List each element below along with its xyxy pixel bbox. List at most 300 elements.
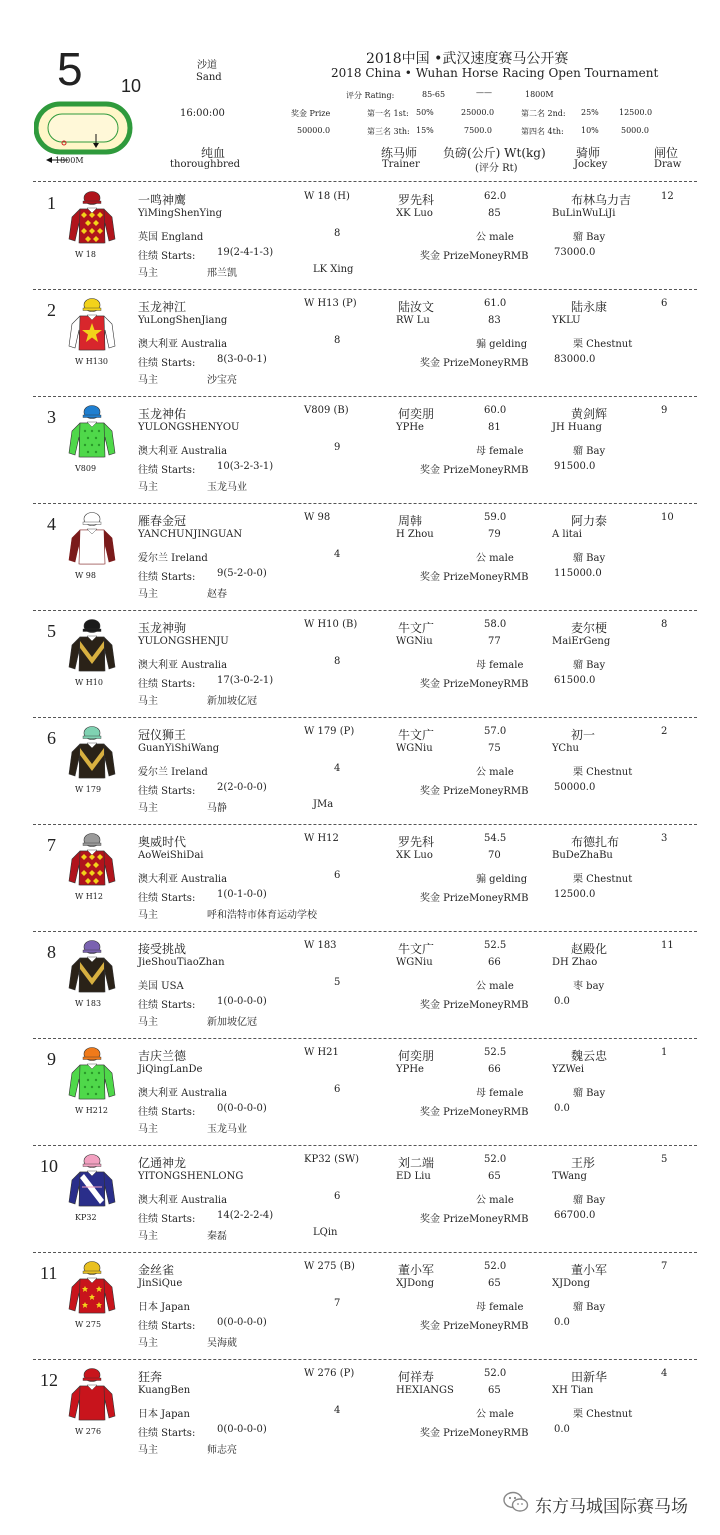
horse-name-cn: 狂奔	[138, 1370, 163, 1384]
jockey-cn: 王彤	[571, 1156, 596, 1170]
horse-name-cn: 奥威时代	[138, 835, 187, 849]
horse-color: 栗 Chestnut	[573, 339, 633, 350]
horse-code: W 276 (P)	[304, 1368, 355, 1379]
horse-name-en: GuanYiShiWang	[138, 743, 220, 754]
horse-number: 1	[47, 193, 56, 213]
runner-row	[0, 1360, 720, 1467]
silk-code: W 98	[75, 571, 96, 580]
fourth-pct: 10%	[581, 126, 599, 135]
starts-label: 往绩 Starts:	[138, 679, 196, 690]
prize-money: 0.0	[554, 996, 570, 1007]
jockey-silk-icon	[68, 724, 116, 782]
horse-rating: 75	[488, 743, 501, 754]
horse-color: 栗 Chestnut	[573, 874, 633, 885]
horse-age: 4	[334, 763, 341, 774]
trainer-cn: 罗先科	[398, 835, 435, 849]
carried-weight: 52.5	[484, 1047, 507, 1058]
jockey-silk-icon	[68, 296, 116, 354]
starts-label: 往绩 Starts:	[138, 465, 196, 476]
starts-label: 往绩 Starts:	[138, 1000, 196, 1011]
horse-code: W H21	[304, 1047, 339, 1058]
jockey-silk-icon	[68, 1366, 116, 1424]
prize-money: 50000.0	[554, 782, 596, 793]
col-trainer-cn: 练马师	[381, 146, 418, 160]
horse-origin: 澳大利亚 Australia	[138, 660, 228, 671]
horse-origin: 日本 Japan	[138, 1302, 190, 1313]
owner-label: 马主	[138, 1124, 158, 1135]
runner-row	[0, 611, 720, 718]
jockey-en: YChu	[552, 743, 579, 754]
silk-code: W H12	[75, 892, 103, 901]
jockey-cn: 董小军	[571, 1263, 608, 1277]
horse-sex: 骟 gelding	[476, 339, 528, 350]
horse-code: V809 (B)	[304, 405, 349, 416]
jockey-en: JH Huang	[552, 422, 602, 433]
runner-row	[0, 397, 720, 504]
owner-name: 邢兰凯	[207, 268, 237, 279]
horse-origin: 爱尔兰 Ireland	[138, 553, 208, 564]
jockey-cn: 赵殿化	[571, 942, 608, 956]
horse-number: 5	[47, 621, 56, 641]
runner-row	[0, 183, 720, 290]
horse-origin: 澳大利亚 Australia	[138, 446, 228, 457]
horse-sex: 母 female	[476, 1302, 524, 1313]
header-divider	[33, 181, 697, 182]
horse-origin: 澳大利亚 Australia	[138, 339, 228, 350]
runner-row	[0, 504, 720, 611]
trainer-cn: 牛文广	[398, 728, 435, 742]
horse-code: W H12	[304, 833, 339, 844]
barrier-draw: 2	[661, 726, 668, 737]
carried-weight: 52.0	[484, 1368, 507, 1379]
runner-row	[0, 718, 720, 825]
jockey-cn: 阿力泰	[571, 514, 608, 528]
horse-origin: 美国 USA	[138, 981, 184, 992]
horse-starts: 1(0-0-0-0)	[217, 996, 267, 1007]
starts-label: 往绩 Starts:	[138, 786, 196, 797]
owner-label: 马主	[138, 1445, 158, 1456]
horse-age: 9	[334, 442, 341, 453]
jockey-cn: 布林乌力吉	[571, 193, 632, 207]
horse-color: 栗 Chestnut	[573, 767, 633, 778]
prize-money-label: 奖金 PrizeMoneyRMB	[420, 1428, 529, 1439]
trainer-en: RW Lu	[396, 315, 430, 326]
jockey-silk-icon	[68, 510, 116, 568]
horse-age: 5	[334, 977, 341, 988]
col-jockey-en: Jockey	[574, 159, 608, 170]
horse-origin: 澳大利亚 Australia	[138, 874, 228, 885]
col-jockey-cn: 骑师	[576, 146, 601, 160]
owner-name: 马静	[207, 803, 227, 814]
total-prize: 50000.0	[297, 126, 331, 135]
surface-cn: 沙道	[197, 60, 217, 71]
horse-sex: 母 female	[476, 1088, 524, 1099]
prize-money-label: 奖金 PrizeMoneyRMB	[420, 1107, 529, 1118]
runner-row	[0, 932, 720, 1039]
first-amount: 25000.0	[461, 108, 495, 117]
jockey-en: A litai	[552, 529, 582, 540]
jockey-en: BuLinWuLiJi	[552, 208, 616, 219]
silk-code: W 183	[75, 999, 102, 1008]
horse-starts: 2(2-0-0-0)	[217, 782, 267, 793]
horse-starts: 14(2-2-2-4)	[217, 1210, 274, 1221]
jockey-silk-icon	[68, 831, 116, 889]
runner-row	[0, 1146, 720, 1253]
starts-label: 往绩 Starts:	[138, 251, 196, 262]
carried-weight: 60.0	[484, 405, 507, 416]
horse-name-en: YITONGSHENLONG	[138, 1171, 244, 1182]
prize-money: 12500.0	[554, 889, 596, 900]
horse-name-cn: 亿通神龙	[138, 1156, 187, 1170]
jockey-silk-icon	[68, 1045, 116, 1103]
owner-name: 玉龙马业	[207, 1124, 247, 1135]
silk-code: V809	[75, 464, 97, 473]
silk-code: W 275	[75, 1320, 102, 1329]
col-draw-cn: 闸位	[654, 146, 679, 160]
col-weight-cn: 负磅(公斤) Wt(kg)	[443, 146, 546, 160]
barrier-draw: 10	[661, 512, 674, 523]
trainer-en: YPHe	[396, 422, 424, 433]
starts-label: 往绩 Starts:	[138, 1428, 196, 1439]
trainer-cn: 罗先科	[398, 193, 435, 207]
horse-origin: 英国 England	[138, 232, 204, 243]
owner-label: 马主	[138, 482, 158, 493]
horse-name-cn: 玉龙神江	[138, 300, 187, 314]
runner-count: 10	[121, 76, 142, 96]
horse-number: 4	[47, 514, 56, 534]
trainer-cn: 牛文广	[398, 942, 435, 956]
horse-starts: 0(0-0-0-0)	[217, 1424, 267, 1435]
horse-name-en: YiMingShenYing	[138, 208, 223, 219]
owner-label: 马主	[138, 803, 158, 814]
owner-name: 吴海葳	[207, 1338, 237, 1349]
jockey-silk-icon	[68, 1259, 116, 1317]
horse-name-en: YULONGSHENJU	[138, 636, 229, 647]
horse-name-cn: 玉龙神驹	[138, 621, 187, 635]
prize-money-label: 奖金 PrizeMoneyRMB	[420, 358, 529, 369]
horse-code: KP32 (SW)	[304, 1154, 360, 1165]
silk-code: KP32	[75, 1213, 97, 1222]
horse-sex: 公 male	[476, 553, 514, 564]
silk-code: W H130	[75, 357, 109, 366]
first-label: 第一名 1st:	[367, 109, 409, 118]
barrier-draw: 9	[661, 405, 668, 416]
horse-sex: 公 male	[476, 767, 514, 778]
horse-name-en: AoWeiShiDai	[138, 850, 204, 861]
trainer-en: YPHe	[396, 1064, 424, 1075]
prize-money-label: 奖金 PrizeMoneyRMB	[420, 251, 529, 262]
horse-name-en: JiQingLanDe	[138, 1064, 203, 1075]
carried-weight: 52.0	[484, 1154, 507, 1165]
horse-age: 6	[334, 1084, 341, 1095]
owner-label: 马主	[138, 910, 158, 921]
trainer-en: WGNiu	[396, 636, 433, 647]
horse-origin: 日本 Japan	[138, 1409, 190, 1420]
owner-name: 赵春	[207, 589, 227, 600]
prize-money: 115000.0	[554, 568, 602, 579]
horse-age: 8	[334, 656, 341, 667]
oval-track-icon	[34, 100, 134, 166]
horse-color: 骝 Bay	[573, 1195, 606, 1206]
fourth-amount: 5000.0	[621, 126, 649, 135]
prize-money-label: 奖金 PrizeMoneyRMB	[420, 1321, 529, 1332]
horse-age: 7	[334, 1298, 341, 1309]
carried-weight: 58.0	[484, 619, 507, 630]
prize-money-label: 奖金 PrizeMoneyRMB	[420, 786, 529, 797]
horse-color: 栗 Chestnut	[573, 1409, 633, 1420]
carried-weight: 57.0	[484, 726, 507, 737]
runner-row	[0, 825, 720, 932]
horse-color: 骝 Bay	[573, 446, 606, 457]
trainer-en: XK Luo	[396, 850, 433, 861]
horse-sex: 公 male	[476, 981, 514, 992]
horse-age: 8	[334, 335, 341, 346]
horse-number: 8	[47, 942, 56, 962]
jockey-cn: 布德扎布	[571, 835, 620, 849]
track-distance: 1800M	[55, 156, 84, 165]
horse-name-en: JieShouTiaoZhan	[138, 957, 225, 968]
starts-label: 往绩 Starts:	[138, 358, 196, 369]
horse-name-cn: 雁春金冠	[138, 514, 187, 528]
barrier-draw: 8	[661, 619, 668, 630]
horse-starts: 9(5-2-0-0)	[217, 568, 267, 579]
carried-weight: 52.0	[484, 1261, 507, 1272]
horse-color: 骝 Bay	[573, 660, 606, 671]
jockey-en: DH Zhao	[552, 957, 598, 968]
horse-sex: 骟 gelding	[476, 874, 528, 885]
horse-name-en: JinSiQue	[138, 1278, 183, 1289]
horse-color: 骝 Bay	[573, 1302, 606, 1313]
jockey-en: XJDong	[552, 1278, 591, 1289]
prize-money: 0.0	[554, 1317, 570, 1328]
prize-money: 73000.0	[554, 247, 596, 258]
carried-weight: 54.5	[484, 833, 507, 844]
jockey-en: XH Tian	[552, 1385, 594, 1396]
starts-label: 往绩 Starts:	[138, 572, 196, 583]
silk-code: W H212	[75, 1106, 109, 1115]
horse-number: 6	[47, 728, 56, 748]
owner-name: 新加坡亿冠	[207, 696, 257, 707]
horse-code: W 275 (B)	[304, 1261, 355, 1272]
prize-money: 0.0	[554, 1424, 570, 1435]
owner-name: 沙宝亮	[207, 375, 237, 386]
jockey-en: BuDeZhaBu	[552, 850, 613, 861]
second-amount: 12500.0	[619, 108, 653, 117]
fourth-label: 第四名 4th:	[521, 127, 564, 136]
trainer-en: WGNiu	[396, 743, 433, 754]
silk-code: W 179	[75, 785, 102, 794]
silk-code: W 18	[75, 250, 96, 259]
starts-label: 往绩 Starts:	[138, 1107, 196, 1118]
horse-sex: 公 male	[476, 232, 514, 243]
trainer-cn: 刘二端	[398, 1156, 435, 1170]
jockey-cn: 初一	[571, 728, 596, 742]
prize-label: 奖金 Prize	[291, 109, 331, 118]
owner-label: 马主	[138, 268, 158, 279]
horse-color: 骝 Bay	[573, 232, 606, 243]
horse-color: 枣 bay	[573, 981, 605, 992]
prize-money-label: 奖金 PrizeMoneyRMB	[420, 679, 529, 690]
trainer-cn: 何奕朋	[398, 1049, 435, 1063]
horse-code: W 18 (H)	[304, 191, 350, 202]
second-label: 第二名 2nd:	[521, 109, 566, 118]
jockey-silk-icon	[68, 617, 116, 675]
horse-sex: 母 female	[476, 660, 524, 671]
owner-name: 秦磊	[207, 1231, 227, 1242]
horse-number: 2	[47, 300, 56, 320]
horse-starts: 0(0-0-0-0)	[217, 1317, 267, 1328]
first-pct: 50%	[416, 108, 434, 117]
horse-number: 11	[40, 1263, 58, 1283]
barrier-draw: 1	[661, 1047, 668, 1058]
horse-rating: 66	[488, 1064, 501, 1075]
horse-origin: 爱尔兰 Ireland	[138, 767, 208, 778]
horse-name-cn: 金丝雀	[138, 1263, 175, 1277]
prize-money: 0.0	[554, 1103, 570, 1114]
horse-name-cn: 接受挑战	[138, 942, 187, 956]
trainer-cn: 何祥寿	[398, 1370, 435, 1384]
horse-age: 8	[334, 228, 341, 239]
owner-label: 马主	[138, 1231, 158, 1242]
second-pct: 25%	[581, 108, 599, 117]
horse-sex: 母 female	[476, 446, 524, 457]
rating-value: 85-65	[422, 90, 446, 99]
owner-label: 马主	[138, 375, 158, 386]
surface-en: Sand	[196, 72, 222, 83]
silk-code: W H10	[75, 678, 103, 687]
horse-name-en: YuLongShenJiang	[138, 315, 228, 326]
horse-code: W 183	[304, 940, 337, 951]
horse-rating: 85	[488, 208, 501, 219]
jockey-cn: 麦尔梗	[571, 621, 608, 635]
horse-number: 9	[47, 1049, 56, 1069]
jockey-cn: 陆永康	[571, 300, 608, 314]
horse-age: 4	[334, 1405, 341, 1416]
owner-label: 马主	[138, 696, 158, 707]
trainer-en: WGNiu	[396, 957, 433, 968]
horse-starts: 19(2-4-1-3)	[217, 247, 274, 258]
jockey-en: YKLU	[552, 315, 581, 326]
horse-sex: 公 male	[476, 1409, 514, 1420]
owner-name-en: LQin	[313, 1227, 338, 1238]
col-trainer-en: Trainer	[382, 159, 420, 170]
jockey-silk-icon	[68, 189, 116, 247]
trainer-cn: 陆汝文	[398, 300, 435, 314]
jockey-cn: 黄剑辉	[571, 407, 608, 421]
horse-rating: 65	[488, 1385, 501, 1396]
owner-name-en: LK Xing	[313, 264, 354, 275]
starts-label: 往绩 Starts:	[138, 893, 196, 904]
jockey-en: MaiErGeng	[552, 636, 611, 647]
horse-rating: 66	[488, 957, 501, 968]
prize-money: 61500.0	[554, 675, 596, 686]
horse-code: W H13 (P)	[304, 298, 357, 309]
owner-name: 玉龙马业	[207, 482, 247, 493]
barrier-draw: 4	[661, 1368, 668, 1379]
jockey-cn: 田新华	[571, 1370, 608, 1384]
barrier-draw: 7	[661, 1261, 668, 1272]
title-en: 2018 China • Wuhan Horse Racing Open Tournament	[331, 66, 659, 80]
col-draw-en: Draw	[654, 159, 682, 170]
barrier-draw: 3	[661, 833, 668, 844]
trainer-en: HEXIANGS	[396, 1385, 454, 1396]
barrier-draw: 12	[661, 191, 674, 202]
owner-name: 呼和浩特市体育运动学校	[207, 910, 317, 921]
runner-row	[0, 1253, 720, 1360]
horse-rating: 65	[488, 1171, 501, 1182]
horse-rating: 70	[488, 850, 501, 861]
trainer-en: XK Luo	[396, 208, 433, 219]
prize-money: 83000.0	[554, 354, 596, 365]
race-time: 16:00:00	[180, 108, 225, 119]
prize-money-label: 奖金 PrizeMoneyRMB	[420, 465, 529, 476]
prize-money-label: 奖金 PrizeMoneyRMB	[420, 1000, 529, 1011]
horse-code: W 98	[304, 512, 331, 523]
trainer-cn: 董小军	[398, 1263, 435, 1277]
horse-starts: 1(0-1-0-0)	[217, 889, 267, 900]
jockey-silk-icon	[68, 403, 116, 461]
breed-cn: 纯血	[201, 146, 226, 160]
jockey-en: TWang	[552, 1171, 587, 1182]
horse-origin: 澳大利亚 Australia	[138, 1195, 228, 1206]
wechat-icon	[503, 1490, 529, 1514]
owner-name: 新加坡亿冠	[207, 1017, 257, 1028]
horse-color: 骝 Bay	[573, 553, 606, 564]
horse-rating: 81	[488, 422, 501, 433]
horse-sex: 公 male	[476, 1195, 514, 1206]
third-label: 第三名 3th:	[367, 127, 410, 136]
horse-name-cn: 吉庆兰德	[138, 1049, 187, 1063]
owner-label: 马主	[138, 1017, 158, 1028]
trainer-en: ED Liu	[396, 1171, 431, 1182]
third-pct: 15%	[416, 126, 434, 135]
carried-weight: 59.0	[484, 512, 507, 523]
starts-label: 往绩 Starts:	[138, 1214, 196, 1225]
title-cn: 2018中国 •武汉速度赛马公开赛	[366, 51, 569, 67]
horse-name-cn: 冠仪狮王	[138, 728, 187, 742]
third-amount: 7500.0	[464, 126, 492, 135]
horse-color: 骝 Bay	[573, 1088, 606, 1099]
runner-row	[0, 290, 720, 397]
owner-label: 马主	[138, 589, 158, 600]
owner-label: 马主	[138, 1338, 158, 1349]
prize-money: 91500.0	[554, 461, 596, 472]
horse-starts: 10(3-2-3-1)	[217, 461, 274, 472]
horse-rating: 65	[488, 1278, 501, 1289]
barrier-draw: 11	[661, 940, 674, 951]
carried-weight: 52.5	[484, 940, 507, 951]
breed-en: thoroughbred	[170, 159, 241, 170]
horse-rating: 77	[488, 636, 501, 647]
horse-name-en: YULONGSHENYOU	[138, 422, 240, 433]
horse-origin: 澳大利亚 Australia	[138, 1088, 228, 1099]
horse-code: W 179 (P)	[304, 726, 355, 737]
horse-age: 6	[334, 1191, 341, 1202]
trainer-cn: 牛文广	[398, 621, 435, 635]
silk-code: W 276	[75, 1427, 102, 1436]
horse-number: 3	[47, 407, 56, 427]
prize-money-label: 奖金 PrizeMoneyRMB	[420, 1214, 529, 1225]
horse-starts: 0(0-0-0-0)	[217, 1103, 267, 1114]
footer-brand: 东方马城国际赛马场	[535, 1497, 688, 1517]
runner-row	[0, 1039, 720, 1146]
jockey-en: YZWei	[552, 1064, 585, 1075]
rating-dash: ——	[476, 88, 492, 97]
race-number: 5	[57, 43, 83, 95]
horse-age: 4	[334, 549, 341, 560]
starts-label: 往绩 Starts:	[138, 1321, 196, 1332]
horse-name-cn: 一鸣神鹰	[138, 193, 187, 207]
